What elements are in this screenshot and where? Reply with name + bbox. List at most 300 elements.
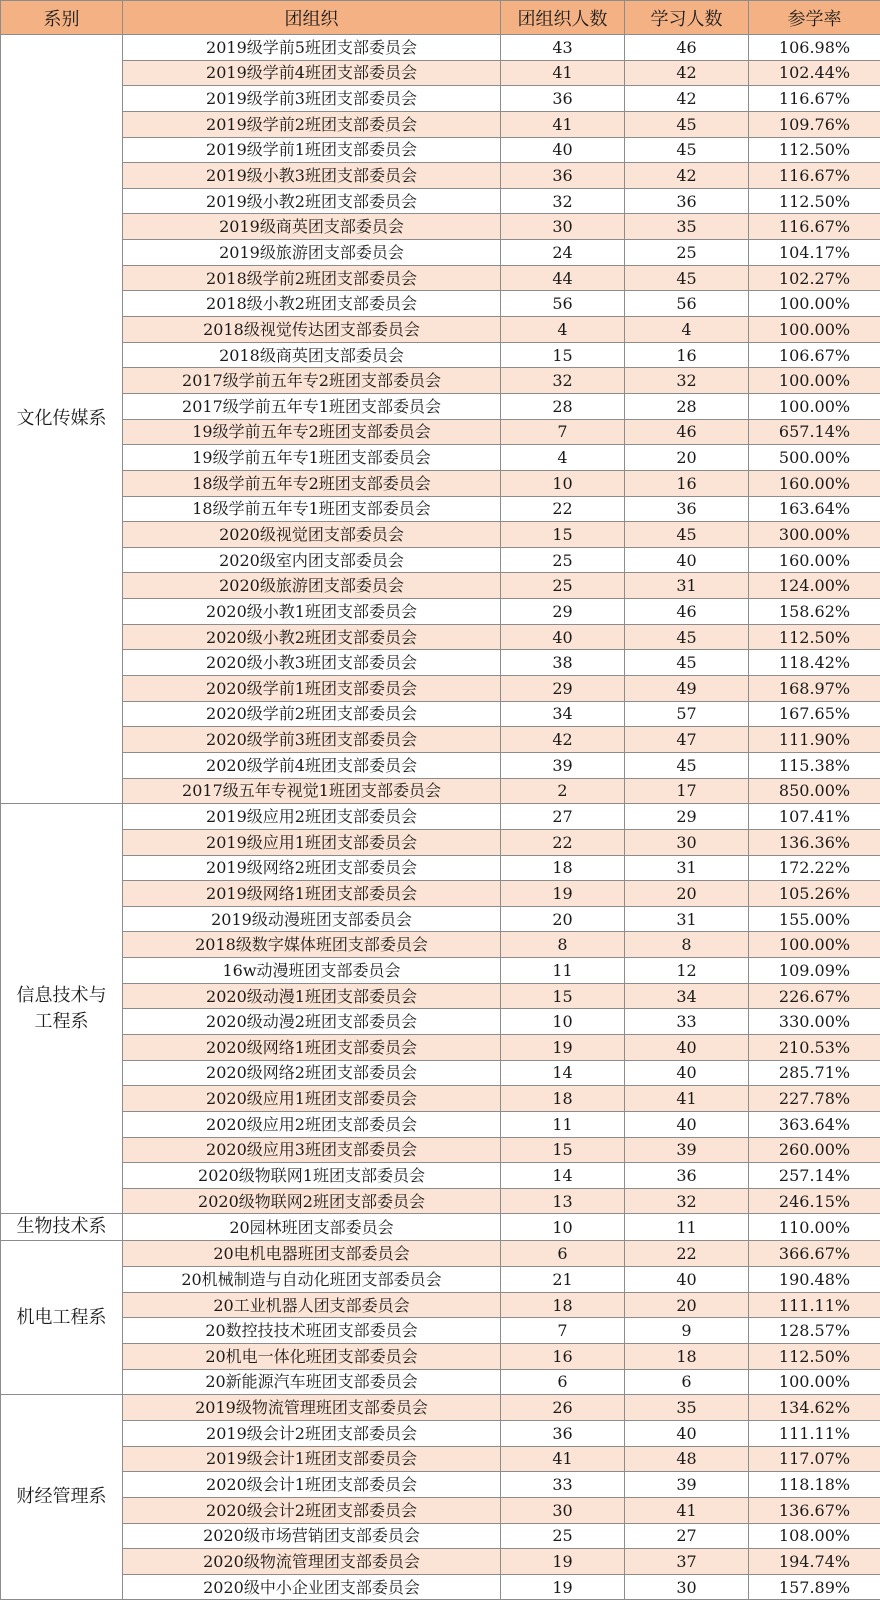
study-count-cell: 16: [625, 342, 749, 368]
table-row: [1, 342, 880, 368]
member-count-cell: 18: [501, 1292, 625, 1318]
organization-cell: 2019级小教3班团支部委员会: [123, 163, 501, 189]
organization-cell: 2018级数字媒体班团支部委员会: [123, 932, 501, 958]
organization-cell: 2019级会计2班团支部委员会: [123, 1420, 501, 1446]
study-count-cell: 18: [625, 1344, 749, 1370]
organization-cell: 2020级市场营销团支部委员会: [123, 1523, 501, 1549]
organization-cell: 18级学前五年专1班团支部委员会: [123, 496, 501, 522]
table-row: [1, 1523, 880, 1549]
member-count-cell: 33: [501, 1472, 625, 1498]
participation-rate-cell: 108.00%: [749, 1523, 880, 1549]
participation-rate-cell: 116.67%: [749, 86, 880, 112]
organization-cell: 20机电一体化班团支部委员会: [123, 1344, 501, 1370]
organization-cell: 20园林班团支部委员会: [123, 1214, 501, 1241]
participation-rate-cell: 116.67%: [749, 214, 880, 240]
participation-rate-cell: 100.00%: [749, 1369, 880, 1395]
member-count-cell: 14: [501, 1060, 625, 1086]
member-count-cell: 6: [501, 1241, 625, 1267]
participation-rate-cell: 112.50%: [749, 1344, 880, 1370]
participation-rate-cell: 112.50%: [749, 137, 880, 163]
member-count-cell: 11: [501, 1111, 625, 1137]
participation-rate-cell: 155.00%: [749, 906, 880, 932]
organization-cell: 2020级小教3班团支部委员会: [123, 650, 501, 676]
member-count-cell: 15: [501, 1137, 625, 1163]
table-row: [1, 445, 880, 471]
department-cell: 文化传媒系: [1, 35, 123, 804]
participation-rate-cell: 100.00%: [749, 368, 880, 394]
member-count-cell: 21: [501, 1267, 625, 1293]
table-row: [1, 1034, 880, 1060]
participation-rate-cell: 136.36%: [749, 829, 880, 855]
study-count-cell: 8: [625, 932, 749, 958]
study-count-cell: 39: [625, 1137, 749, 1163]
participation-rate-cell: 850.00%: [749, 778, 880, 804]
member-count-cell: 15: [501, 522, 625, 548]
member-count-cell: 30: [501, 1497, 625, 1523]
table-header: [1, 1, 880, 35]
study-count-cell: 35: [625, 1395, 749, 1421]
table-row: [1, 1214, 880, 1241]
study-count-cell: 47: [625, 727, 749, 753]
organization-cell: 19级学前五年专2班团支部委员会: [123, 419, 501, 445]
participation-rate-cell: 226.67%: [749, 983, 880, 1009]
participation-rate-cell: 118.42%: [749, 650, 880, 676]
study-count-cell: 46: [625, 599, 749, 625]
organization-cell: 2017级学前五年专2班团支部委员会: [123, 368, 501, 394]
study-count-cell: 29: [625, 804, 749, 830]
table-row: [1, 214, 880, 240]
study-count-cell: 41: [625, 1086, 749, 1112]
organization-cell: 2020级学前4班团支部委员会: [123, 752, 501, 778]
study-count-cell: 40: [625, 1267, 749, 1293]
study-count-cell: 11: [625, 1214, 749, 1241]
member-count-cell: 56: [501, 291, 625, 317]
member-count-cell: 19: [501, 1574, 625, 1600]
study-count-cell: 36: [625, 188, 749, 214]
table-row: [1, 86, 880, 112]
study-count-cell: 31: [625, 855, 749, 881]
participation-rate-cell: 102.44%: [749, 60, 880, 86]
participation-rate-cell: 115.38%: [749, 752, 880, 778]
organization-cell: 2020级物联网1班团支部委员会: [123, 1163, 501, 1189]
table-row: [1, 599, 880, 625]
table-row: [1, 983, 880, 1009]
study-count-cell: 40: [625, 1034, 749, 1060]
organization-cell: 2019级小教2班团支部委员会: [123, 188, 501, 214]
member-count-cell: 32: [501, 368, 625, 394]
member-count-cell: 44: [501, 265, 625, 291]
study-count-cell: 35: [625, 214, 749, 240]
study-count-cell: 56: [625, 291, 749, 317]
study-count-cell: 57: [625, 701, 749, 727]
member-count-cell: 29: [501, 676, 625, 702]
header-member-count: 团组织人数: [501, 1, 625, 35]
table-row: [1, 1111, 880, 1137]
study-count-cell: 46: [625, 419, 749, 445]
member-count-cell: 10: [501, 1214, 625, 1241]
organization-cell: 2020级视觉团支部委员会: [123, 522, 501, 548]
member-count-cell: 41: [501, 60, 625, 86]
participation-rate-cell: 167.65%: [749, 701, 880, 727]
participation-rate-cell: 260.00%: [749, 1137, 880, 1163]
study-count-cell: 28: [625, 393, 749, 419]
participation-rate-cell: 106.67%: [749, 342, 880, 368]
member-count-cell: 6: [501, 1369, 625, 1395]
participation-rate-cell: 112.50%: [749, 188, 880, 214]
member-count-cell: 27: [501, 804, 625, 830]
participation-rate-cell: 172.22%: [749, 855, 880, 881]
table-row: [1, 522, 880, 548]
member-count-cell: 14: [501, 1163, 625, 1189]
study-count-cell: 4: [625, 317, 749, 343]
member-count-cell: 38: [501, 650, 625, 676]
participation-rate-cell: 107.41%: [749, 804, 880, 830]
study-count-cell: 37: [625, 1549, 749, 1575]
participation-rate-cell: 134.62%: [749, 1395, 880, 1421]
member-count-cell: 13: [501, 1188, 625, 1214]
organization-cell: 2020级动漫1班团支部委员会: [123, 983, 501, 1009]
organization-cell: 2019级动漫班团支部委员会: [123, 906, 501, 932]
organization-cell: 2020级物联网2班团支部委员会: [123, 1188, 501, 1214]
study-count-cell: 31: [625, 906, 749, 932]
table-row: [1, 496, 880, 522]
member-count-cell: 36: [501, 86, 625, 112]
study-count-cell: 9: [625, 1318, 749, 1344]
table-row: [1, 547, 880, 573]
table-row: [1, 958, 880, 984]
member-count-cell: 40: [501, 137, 625, 163]
study-count-cell: 45: [625, 111, 749, 137]
study-count-cell: 33: [625, 1009, 749, 1035]
organization-cell: 2020级网络1班团支部委员会: [123, 1034, 501, 1060]
organization-cell: 2020级应用3班团支部委员会: [123, 1137, 501, 1163]
participation-rate-cell: 105.26%: [749, 881, 880, 907]
participation-rate-cell: 210.53%: [749, 1034, 880, 1060]
table-row: [1, 1241, 880, 1267]
member-count-cell: 18: [501, 1086, 625, 1112]
study-count-cell: 40: [625, 1111, 749, 1137]
participation-rate-cell: 100.00%: [749, 291, 880, 317]
organization-cell: 2019级应用2班团支部委员会: [123, 804, 501, 830]
organization-cell: 2017级学前五年专1班团支部委员会: [123, 393, 501, 419]
study-count-cell: 20: [625, 445, 749, 471]
participation-rate-cell: 102.27%: [749, 265, 880, 291]
participation-rate-cell: 100.00%: [749, 932, 880, 958]
organization-cell: 2018级学前2班团支部委员会: [123, 265, 501, 291]
study-count-cell: 32: [625, 1188, 749, 1214]
study-count-cell: 48: [625, 1446, 749, 1472]
organization-cell: 2020级物流管理团支部委员会: [123, 1549, 501, 1575]
organization-cell: 19级学前五年专1班团支部委员会: [123, 445, 501, 471]
member-count-cell: 39: [501, 752, 625, 778]
member-count-cell: 43: [501, 35, 625, 61]
study-count-cell: 40: [625, 1060, 749, 1086]
table-row: [1, 1344, 880, 1370]
table-row: [1, 1574, 880, 1600]
organization-cell: 20工业机器人团支部委员会: [123, 1292, 501, 1318]
table-row: [1, 829, 880, 855]
participation-rate-cell: 158.62%: [749, 599, 880, 625]
member-count-cell: 41: [501, 111, 625, 137]
member-count-cell: 15: [501, 342, 625, 368]
header-department: 系别: [1, 1, 123, 35]
study-count-cell: 30: [625, 1574, 749, 1600]
participation-rate-cell: 100.00%: [749, 317, 880, 343]
study-count-cell: 41: [625, 1497, 749, 1523]
organization-cell: 20数控技技术班团支部委员会: [123, 1318, 501, 1344]
participation-rate-cell: 136.67%: [749, 1497, 880, 1523]
member-count-cell: 4: [501, 445, 625, 471]
member-count-cell: 18: [501, 855, 625, 881]
study-count-cell: 25: [625, 240, 749, 266]
participation-rate-cell: 163.64%: [749, 496, 880, 522]
table-row: [1, 419, 880, 445]
table-row: [1, 932, 880, 958]
table-row: [1, 163, 880, 189]
organization-cell: 2020级旅游团支部委员会: [123, 573, 501, 599]
participation-rate-cell: 330.00%: [749, 1009, 880, 1035]
department-cell: 信息技术与 工程系: [1, 804, 123, 1214]
study-count-cell: 39: [625, 1472, 749, 1498]
member-count-cell: 2: [501, 778, 625, 804]
member-count-cell: 11: [501, 958, 625, 984]
organization-cell: 2020级室内团支部委员会: [123, 547, 501, 573]
organization-cell: 2020级学前1班团支部委员会: [123, 676, 501, 702]
organization-cell: 2019级商英团支部委员会: [123, 214, 501, 240]
organization-cell: 2019级会计1班团支部委员会: [123, 1446, 501, 1472]
organization-cell: 2018级小教2班团支部委员会: [123, 291, 501, 317]
organization-cell: 20新能源汽车班团支部委员会: [123, 1369, 501, 1395]
department-cell: 机电工程系: [1, 1241, 123, 1395]
member-count-cell: 20: [501, 906, 625, 932]
participation-rate-cell: 657.14%: [749, 419, 880, 445]
table-row: [1, 650, 880, 676]
table-row: [1, 1060, 880, 1086]
study-count-cell: 45: [625, 752, 749, 778]
participation-rate-cell: 157.89%: [749, 1574, 880, 1600]
participation-rate-cell: 109.76%: [749, 111, 880, 137]
study-count-cell: 36: [625, 496, 749, 522]
member-count-cell: 10: [501, 1009, 625, 1035]
table-row: [1, 1497, 880, 1523]
participation-rate-cell: 100.00%: [749, 393, 880, 419]
member-count-cell: 4: [501, 317, 625, 343]
organization-cell: 2020级网络2班团支部委员会: [123, 1060, 501, 1086]
study-count-cell: 49: [625, 676, 749, 702]
member-count-cell: 25: [501, 547, 625, 573]
table-row: [1, 676, 880, 702]
table-row: [1, 240, 880, 266]
table-row: [1, 778, 880, 804]
study-count-cell: 20: [625, 881, 749, 907]
table-row: [1, 291, 880, 317]
study-count-cell: 12: [625, 958, 749, 984]
table-row: [1, 137, 880, 163]
table-body: [1, 35, 880, 1600]
study-count-cell: 45: [625, 137, 749, 163]
organization-cell: 2020级应用1班团支部委员会: [123, 1086, 501, 1112]
table-row: [1, 1318, 880, 1344]
table-row: [1, 470, 880, 496]
member-count-cell: 22: [501, 496, 625, 522]
member-count-cell: 28: [501, 393, 625, 419]
table-row: [1, 906, 880, 932]
participation-rate-cell: 257.14%: [749, 1163, 880, 1189]
member-count-cell: 8: [501, 932, 625, 958]
table-row: [1, 752, 880, 778]
member-count-cell: 22: [501, 829, 625, 855]
table-row: [1, 265, 880, 291]
participation-rate-cell: 168.97%: [749, 676, 880, 702]
table-row: [1, 1420, 880, 1446]
table-row: [1, 1267, 880, 1293]
member-count-cell: 36: [501, 1420, 625, 1446]
member-count-cell: 32: [501, 188, 625, 214]
participation-rate-cell: 160.00%: [749, 470, 880, 496]
participation-rate-cell: 300.00%: [749, 522, 880, 548]
table-row: [1, 804, 880, 830]
participation-rate-cell: 118.18%: [749, 1472, 880, 1498]
organization-cell: 2018级商英团支部委员会: [123, 342, 501, 368]
study-count-cell: 17: [625, 778, 749, 804]
table-row: [1, 317, 880, 343]
study-count-cell: 45: [625, 522, 749, 548]
participation-rate-cell: 109.09%: [749, 958, 880, 984]
table-row: [1, 1292, 880, 1318]
study-count-cell: 42: [625, 163, 749, 189]
table-row: [1, 111, 880, 137]
member-count-cell: 25: [501, 1523, 625, 1549]
participation-rate-cell: 500.00%: [749, 445, 880, 471]
header-organization: 团组织: [123, 1, 501, 35]
header-row: [1, 1, 880, 35]
table-row: [1, 701, 880, 727]
organization-cell: 20机械制造与自动化班团支部委员会: [123, 1267, 501, 1293]
study-count-cell: 27: [625, 1523, 749, 1549]
header-participation-rate: 参学率: [749, 1, 880, 35]
participation-rate-cell: 128.57%: [749, 1318, 880, 1344]
organization-cell: 2020级会计1班团支部委员会: [123, 1472, 501, 1498]
study-count-cell: 31: [625, 573, 749, 599]
participation-rate-cell: 366.67%: [749, 1241, 880, 1267]
organization-cell: 2019级学前3班团支部委员会: [123, 86, 501, 112]
member-count-cell: 24: [501, 240, 625, 266]
organization-cell: 20电机电器班团支部委员会: [123, 1241, 501, 1267]
member-count-cell: 40: [501, 624, 625, 650]
table-row: [1, 1137, 880, 1163]
organization-cell: 2020级学前3班团支部委员会: [123, 727, 501, 753]
study-count-cell: 42: [625, 60, 749, 86]
member-count-cell: 19: [501, 881, 625, 907]
organization-cell: 2020级应用2班团支部委员会: [123, 1111, 501, 1137]
table-row: [1, 573, 880, 599]
study-count-cell: 30: [625, 829, 749, 855]
participation-rate-cell: 111.90%: [749, 727, 880, 753]
study-count-cell: 36: [625, 1163, 749, 1189]
organization-cell: 16w动漫班团支部委员会: [123, 958, 501, 984]
department-cell: 财经管理系: [1, 1395, 123, 1600]
study-count-cell: 20: [625, 1292, 749, 1318]
table-row: [1, 1369, 880, 1395]
header-study-count: 学习人数: [625, 1, 749, 35]
study-count-cell: 16: [625, 470, 749, 496]
table-row: [1, 727, 880, 753]
organization-cell: 2020级中小企业团支部委员会: [123, 1574, 501, 1600]
member-count-cell: 7: [501, 1318, 625, 1344]
organization-cell: 2019级网络1班团支部委员会: [123, 881, 501, 907]
organization-cell: 2019级学前1班团支部委员会: [123, 137, 501, 163]
study-count-cell: 6: [625, 1369, 749, 1395]
member-count-cell: 42: [501, 727, 625, 753]
participation-rate-cell: 104.17%: [749, 240, 880, 266]
table-row: [1, 1472, 880, 1498]
table-row: [1, 881, 880, 907]
participation-rate-cell: 194.74%: [749, 1549, 880, 1575]
study-count-cell: 34: [625, 983, 749, 1009]
participation-rate-cell: 116.67%: [749, 163, 880, 189]
table-row: [1, 1395, 880, 1421]
table-row: [1, 1009, 880, 1035]
member-count-cell: 30: [501, 214, 625, 240]
organization-cell: 2020级学前2班团支部委员会: [123, 701, 501, 727]
study-count-cell: 46: [625, 35, 749, 61]
organization-cell: 2018级视觉传达团支部委员会: [123, 317, 501, 343]
organization-cell: 2020级会计2班团支部委员会: [123, 1497, 501, 1523]
table-row: [1, 1446, 880, 1472]
study-count-cell: 42: [625, 86, 749, 112]
table-row: [1, 855, 880, 881]
table-row: [1, 368, 880, 394]
table-row: [1, 1086, 880, 1112]
member-count-cell: 10: [501, 470, 625, 496]
organization-cell: 2019级应用1班团支部委员会: [123, 829, 501, 855]
member-count-cell: 16: [501, 1344, 625, 1370]
participation-rate-cell: 363.64%: [749, 1111, 880, 1137]
member-count-cell: 34: [501, 701, 625, 727]
organization-cell: 2020级动漫2班团支部委员会: [123, 1009, 501, 1035]
participation-rate-cell: 124.00%: [749, 573, 880, 599]
member-count-cell: 7: [501, 419, 625, 445]
table-row: [1, 1188, 880, 1214]
study-count-cell: 45: [625, 650, 749, 676]
member-count-cell: 19: [501, 1549, 625, 1575]
study-count-cell: 32: [625, 368, 749, 394]
member-count-cell: 25: [501, 573, 625, 599]
participation-rate-cell: 111.11%: [749, 1420, 880, 1446]
participation-rate-cell: 160.00%: [749, 547, 880, 573]
table-row: [1, 1549, 880, 1575]
participation-rate-cell: 106.98%: [749, 35, 880, 61]
participation-rate-cell: 227.78%: [749, 1086, 880, 1112]
member-count-cell: 19: [501, 1034, 625, 1060]
table-row: [1, 1163, 880, 1189]
organization-cell: 2017级五年专视觉1班团支部委员会: [123, 778, 501, 804]
organization-cell: 2019级网络2班团支部委员会: [123, 855, 501, 881]
organization-cell: 2019级学前4班团支部委员会: [123, 60, 501, 86]
study-count-cell: 40: [625, 1420, 749, 1446]
organization-cell: 18级学前五年专2班团支部委员会: [123, 470, 501, 496]
organization-cell: 2019级旅游团支部委员会: [123, 240, 501, 266]
organization-cell: 2019级物流管理班团支部委员会: [123, 1395, 501, 1421]
member-count-cell: 29: [501, 599, 625, 625]
participation-rate-cell: 117.07%: [749, 1446, 880, 1472]
participation-rate-cell: 190.48%: [749, 1267, 880, 1293]
table-row: [1, 60, 880, 86]
table-row: [1, 35, 880, 61]
organization-cell: 2020级小教2班团支部委员会: [123, 624, 501, 650]
study-count-cell: 45: [625, 265, 749, 291]
study-count-cell: 45: [625, 624, 749, 650]
